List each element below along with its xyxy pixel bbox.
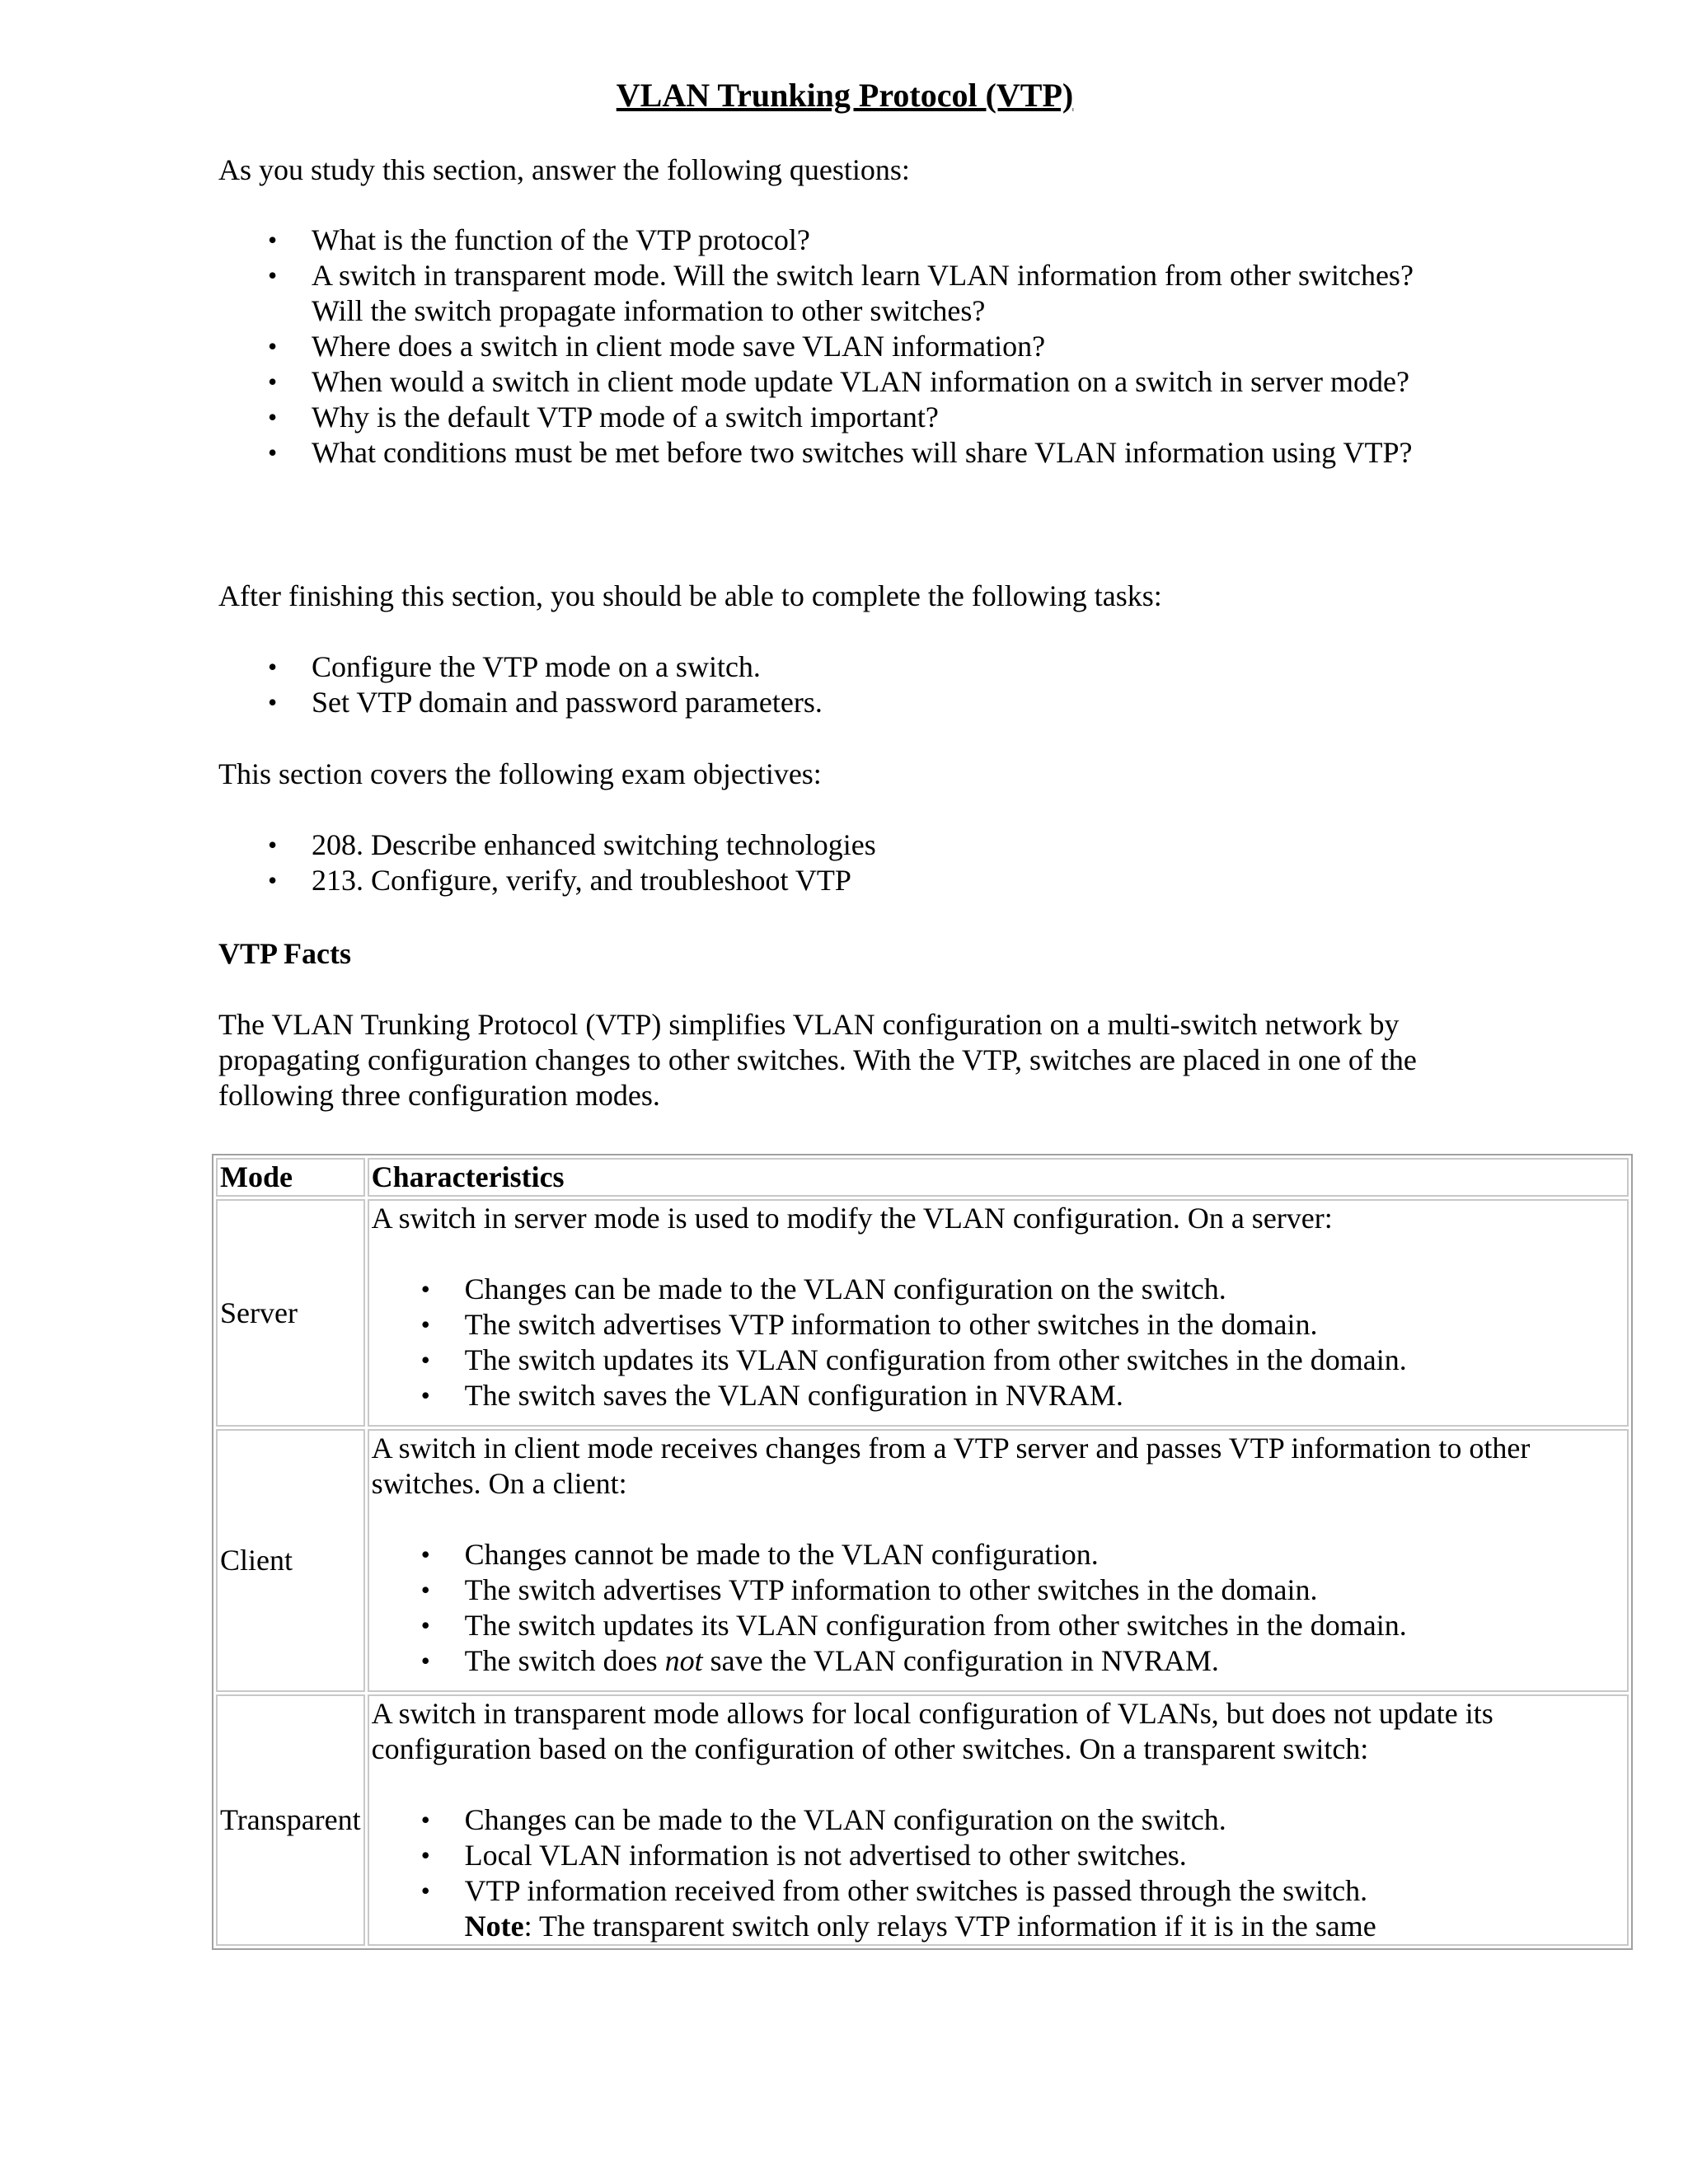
header-mode: Mode [216, 1158, 365, 1197]
mode-cell: Client [216, 1429, 365, 1692]
list-item: • The switch updates its VLAN configuration from other switches in the domain. [372, 1343, 1625, 1378]
list-item: • When would a switch in client mode update VLAN information on a switch in server mode? [218, 364, 1471, 400]
list-item [372, 1873, 1625, 1944]
facts-paragraph: The VLAN Trunking Protocol (VTP) simplifies VLAN configuration on a multi-switch network by propagating configuration changes to other switches. With the VTP, switches are placed in one of the following three configuration modes. [218, 1008, 1417, 1112]
list-item: • A switch in transparent mode. Will the switch learn VLAN information from other switches? Will the switch propagate information to other switches? [218, 258, 1471, 329]
note-text: : The transparent switch only relays VTP information if it is in the same [523, 1910, 1376, 1943]
list-item: • Why is the default VTP mode of a switch important? [218, 400, 1471, 435]
list-item: • What is the function of the VTP protocol? [218, 223, 1471, 258]
list-item: • The switch saves the VLAN configuration in NVRAM. [372, 1378, 1625, 1413]
cell-intro: A switch in client mode receives changes from a VTP server and passes VTP information to other switches. On a client: [371, 1432, 1531, 1500]
item-text: VTP information received from other switches is passed through the switch. [464, 1874, 1368, 1907]
list-item: • The switch advertises VTP information to other switches in the domain. [372, 1572, 1625, 1608]
list-item: • Changes can be made to the VLAN configuration on the switch. [372, 1272, 1625, 1307]
list-item: • Changes can be made to the VLAN configuration on the switch. [372, 1802, 1625, 1838]
mode-cell: Server [216, 1199, 365, 1427]
cell-list [372, 1802, 1625, 1944]
list-item: • 208. Describe enhanced switching technologies [218, 827, 1471, 863]
list-item: • What conditions must be met before two switches will share VLAN information using VTP? [218, 435, 1471, 471]
list-item: • Where does a switch in client mode save VLAN information? [218, 329, 1471, 364]
cell-intro: A switch in transparent mode allows for local configuration of VLANs, but does not update its configuration based on the configuration of other switches. On a transparent switch: [371, 1697, 1493, 1765]
cell-intro: A switch in server mode is used to modify the VLAN configuration. On a server: [371, 1202, 1333, 1235]
page-title: VLAN Trunking Protocol (VTP) [616, 77, 1074, 114]
item-text: save the VLAN configuration in NVRAM. [702, 1644, 1219, 1677]
cell-list [372, 1537, 1625, 1679]
list-item: • The switch advertises VTP information to other switches in the domain. [372, 1307, 1625, 1343]
tasks-intro: After finishing this section, you should be able to complete the following tasks: [218, 579, 1162, 612]
table-row [216, 1199, 1629, 1427]
objectives-intro: This section covers the following exam objectives: [218, 757, 822, 790]
table-row [216, 1694, 1629, 1946]
questions-intro: As you study this section, answer the following questions: [218, 153, 910, 186]
list-item: • The switch updates its VLAN configuration from other switches in the domain. [372, 1608, 1625, 1643]
list-item: • Set VTP domain and password parameters. [218, 685, 1471, 720]
list-item: • Local VLAN information is not advertised to other switches. [372, 1838, 1625, 1873]
characteristics-cell [368, 1694, 1629, 1946]
item-emphasis: not [664, 1644, 703, 1677]
list-item [372, 1643, 1625, 1679]
note-label: Note [464, 1910, 524, 1943]
questions-list [218, 223, 1471, 471]
table-row [216, 1429, 1629, 1692]
list-item: • 213. Configure, verify, and troubleshoot VTP [218, 863, 1471, 898]
item-text: The switch does [464, 1644, 665, 1677]
section-heading: VTP Facts [218, 937, 351, 970]
list-item: • Changes cannot be made to the VLAN configuration. [372, 1537, 1625, 1572]
vtp-modes-table [212, 1154, 1633, 1950]
cell-list [372, 1272, 1625, 1413]
mode-cell: Transparent [216, 1694, 365, 1946]
table-header-row [216, 1158, 1629, 1197]
header-characteristics: Characteristics [368, 1158, 1629, 1197]
characteristics-cell [368, 1199, 1629, 1427]
tasks-list [218, 649, 1471, 720]
objectives-list [218, 827, 1471, 898]
characteristics-cell [368, 1429, 1629, 1692]
list-item: • Configure the VTP mode on a switch. [218, 649, 1471, 685]
